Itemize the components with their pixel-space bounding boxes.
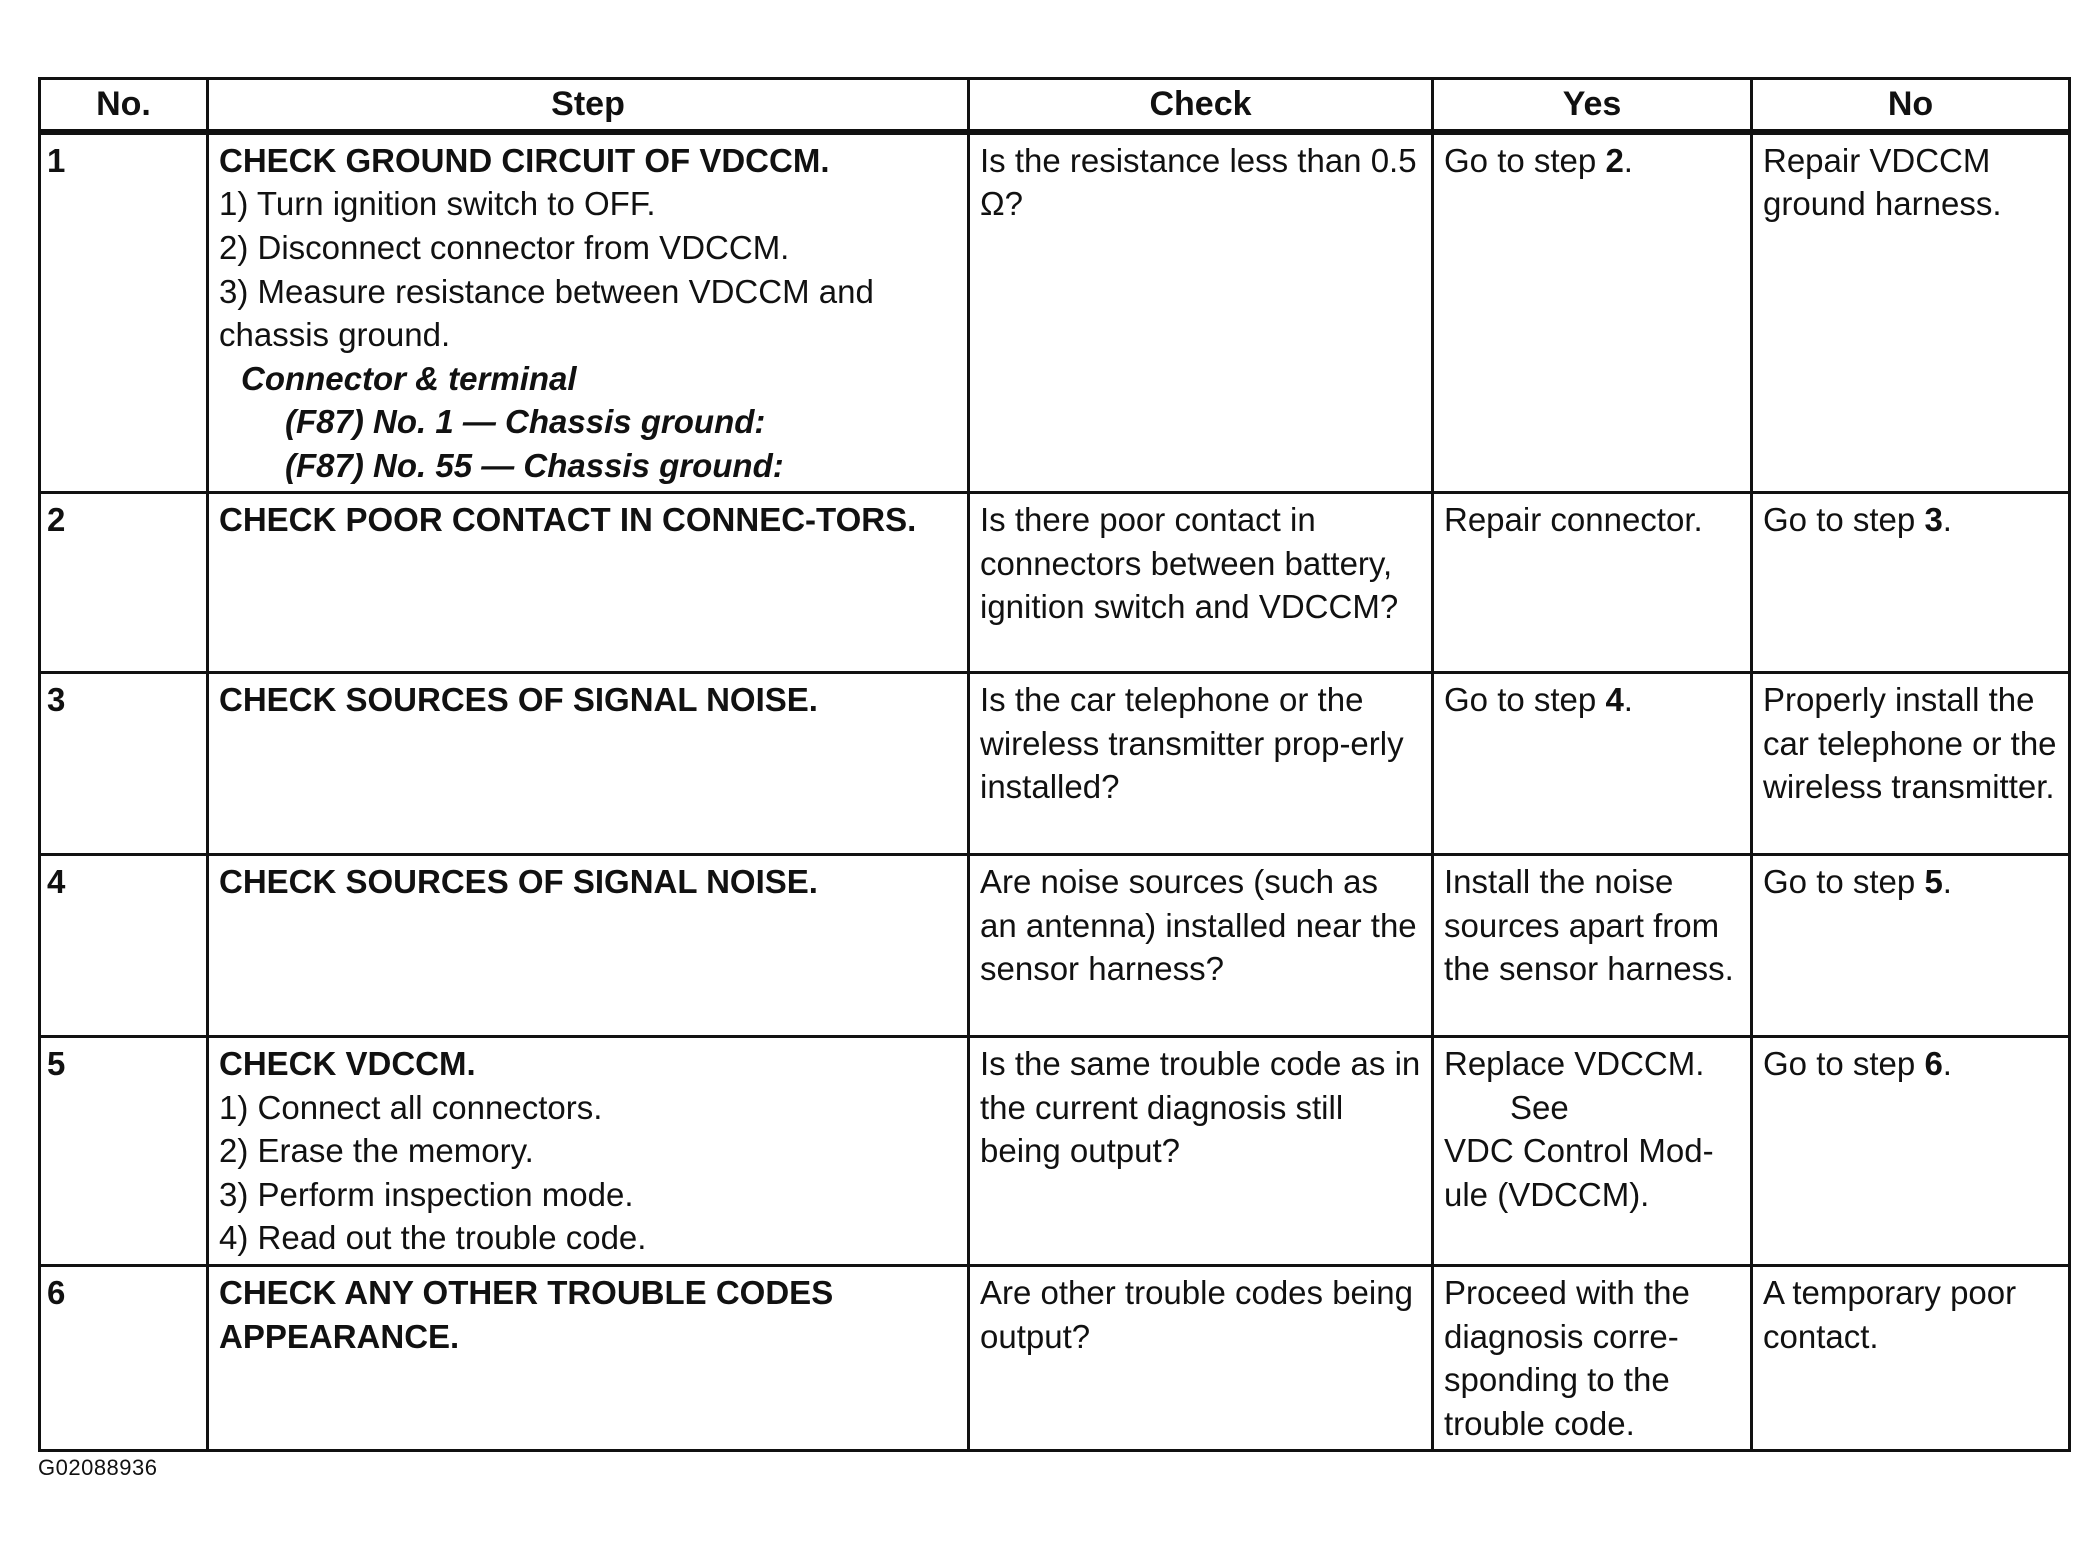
- substep: 1) Connect all connectors.: [219, 1088, 603, 1126]
- reference-link: VDC Control Mod-ule (VDCCM).: [1444, 1132, 1714, 1213]
- check-cell: Are other trouble codes being output?: [969, 1265, 1433, 1450]
- substep: 2) Disconnect connector from VDCCM.: [219, 228, 790, 266]
- step-title: CHECK SOURCES OF SIGNAL NOISE.: [219, 863, 818, 901]
- no-cell: Go to step 6.: [1752, 1037, 2070, 1266]
- header-no-result: No: [1752, 79, 2070, 132]
- yes-step-number: 4: [1605, 681, 1624, 719]
- header-step: Step: [208, 79, 969, 132]
- step-title: CHECK GROUND CIRCUIT OF VDCCM.: [219, 141, 830, 179]
- substep: 1) Turn ignition switch to OFF.: [219, 185, 656, 223]
- no-text: Go to step: [1763, 863, 1925, 901]
- no-text: Go to step: [1763, 1045, 1925, 1083]
- substep: 3) Measure resistance between VDCCM and chassis ground.: [219, 272, 874, 354]
- yes-step-number: 2: [1605, 141, 1624, 179]
- step-title: CHECK ANY OTHER TROUBLE CODES APPEARANCE.: [219, 1273, 834, 1355]
- no-cell: Properly install the car telephone or the wireless transmitter.: [1752, 673, 2070, 855]
- no-step-number: 3: [1924, 501, 1943, 539]
- yes-cell: Proceed with the diagnosis corre-sponding to the trouble code.: [1433, 1265, 1752, 1450]
- table-row: [40, 132, 2070, 493]
- yes-cell: Go to step 2.: [1433, 132, 1752, 493]
- header-check: Check: [969, 79, 1433, 132]
- check-cell: Is the resistance less than 0.5 Ω?: [969, 132, 1433, 493]
- see-label: See: [1510, 1088, 1569, 1126]
- no-cell: A temporary poor contact.: [1752, 1265, 2070, 1450]
- row-number: 3: [40, 673, 208, 855]
- check-cell: Is the same trouble code as in the current diagnosis still being output?: [969, 1037, 1433, 1266]
- table-row: [40, 493, 2070, 673]
- header-row: [40, 79, 2070, 132]
- row-number: 1: [40, 132, 208, 493]
- connector-item: (F87) No. 1 — Chassis ground:: [285, 403, 766, 441]
- table-row: [40, 1265, 2070, 1450]
- substep: 3) Perform inspection mode.: [219, 1175, 634, 1213]
- step-cell: [208, 1037, 969, 1266]
- yes-text: Replace VDCCM.: [1444, 1045, 1705, 1083]
- diagnostic-table: [38, 77, 2071, 1452]
- row-number: 4: [40, 855, 208, 1037]
- no-text: Go to step: [1763, 501, 1925, 539]
- no-cell: Go to step 3.: [1752, 493, 2070, 673]
- no-cell: Go to step 5.: [1752, 855, 2070, 1037]
- yes-cell: Go to step 4.: [1433, 673, 1752, 855]
- step-cell: [208, 493, 969, 673]
- yes-text: Go to step: [1444, 681, 1606, 719]
- check-cell: Are noise sources (such as an antenna) installed near the sensor harness?: [969, 855, 1433, 1037]
- yes-cell: Install the noise sources apart from the sensor harness.: [1433, 855, 1752, 1037]
- step-title: CHECK POOR CONTACT IN CONNEC-TORS.: [219, 501, 917, 539]
- no-step-number: 5: [1924, 863, 1943, 901]
- step-cell: [208, 132, 969, 493]
- figure-code: G02088936: [38, 1455, 158, 1480]
- step-cell: [208, 1265, 969, 1450]
- table-row: [40, 1037, 2070, 1266]
- connector-title: Connector & terminal: [241, 359, 577, 397]
- step-title: CHECK SOURCES OF SIGNAL NOISE.: [219, 681, 818, 719]
- no-cell: Repair VDCCM ground harness.: [1752, 132, 2070, 493]
- yes-cell: Repair connector.: [1433, 493, 1752, 673]
- yes-text: Go to step: [1444, 141, 1606, 179]
- step-cell: [208, 855, 969, 1037]
- header-no: No.: [40, 79, 208, 132]
- substep: 4) Read out the trouble code.: [219, 1219, 647, 1257]
- yes-cell: [1433, 1037, 1752, 1266]
- table-row: [40, 855, 2070, 1037]
- substep: 2) Erase the memory.: [219, 1132, 534, 1170]
- step-cell: [208, 673, 969, 855]
- step-title: CHECK VDCCM.: [219, 1045, 476, 1083]
- check-cell: Is there poor contact in connectors between battery, ignition switch and VDCCM?: [969, 493, 1433, 673]
- row-number: 6: [40, 1265, 208, 1450]
- table-row: [40, 673, 2070, 855]
- no-step-number: 6: [1924, 1045, 1943, 1083]
- header-yes: Yes: [1433, 79, 1752, 132]
- check-cell: Is the car telephone or the wireless transmitter prop-erly installed?: [969, 673, 1433, 855]
- connector-item: (F87) No. 55 — Chassis ground:: [285, 446, 784, 484]
- row-number: 2: [40, 493, 208, 673]
- row-number: 5: [40, 1037, 208, 1266]
